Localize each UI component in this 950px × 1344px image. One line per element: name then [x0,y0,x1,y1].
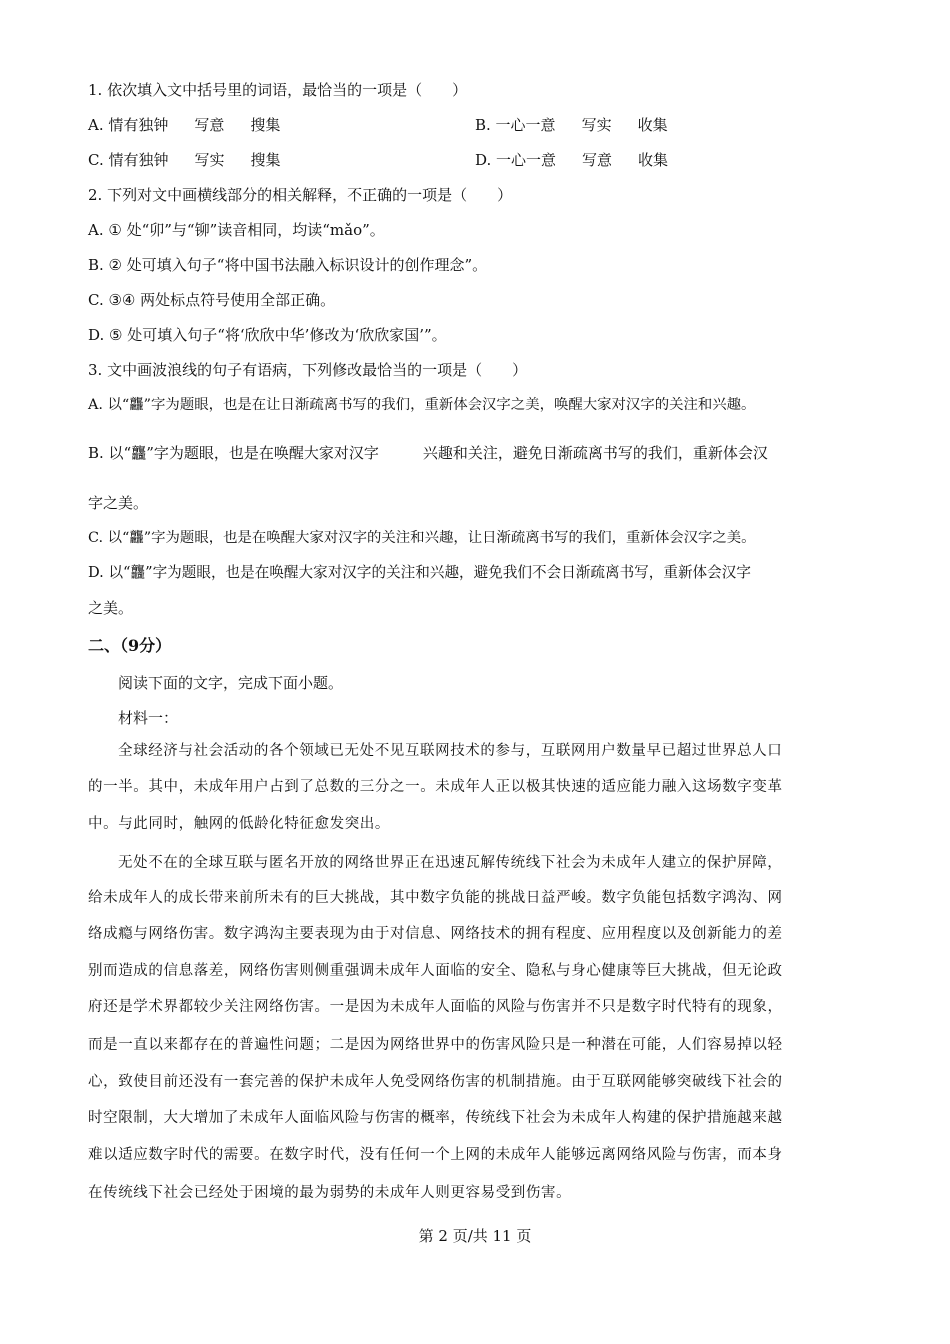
material-label: 材料一： [118,709,179,727]
q1-a-word3: 搜集 [250,116,281,134]
q3-stem: 3. 文中画波浪线的句子有语病，下列修改最恰当的一项是（ ） [88,361,528,379]
p2-line-1: 无处不在的全球互联与匿名开放的网络世界正在迅速瓦解传统线下社会为未成年人建立的保护屏障， [118,855,783,871]
p2-line-3: 络成瘾与网络伤害。数字鸿沟主要表现为由于对信息、网络技术的拥有程度、应用程度以及创新能力的差 [88,926,783,942]
q1-option-c [88,150,281,170]
q3-option-d-line1: D. 以“龘”字为题眼，也是在唤醒大家对汉字的关注和兴趣，避免我们不会日渐疏离书写，重新体会汉字 [88,564,751,581]
p1-line-2: 的一半。其中，未成年用户占到了总数的三分之一。未成年人正以极其快速的适应能力融入这场数字变革 [88,779,783,795]
q1-d-word1: D. 一心一意 [475,151,557,169]
q1-d-word2: 写意 [582,151,613,169]
q1-c-word1: C. 情有独钟 [88,151,169,169]
q1-b-word2: 写实 [581,116,612,134]
reading-intro: 阅读下面的文字，完成下面小题。 [118,674,344,692]
q3-option-b-line1 [88,443,768,463]
q1-b-word3: 收集 [637,116,668,134]
q2-option-a: A. ① 处“卯”与“铆”读音相同，均读“mǎo”。 [88,221,385,239]
page-number: 第 2 页/共 11 页 [418,1227,532,1245]
p2-line-8: 时空限制，大大增加了未成年人面临风险与伤害的概率，传统线下社会为未成年人构建的保护措施越来越 [88,1110,783,1126]
p1-line-3: 中。与此同时，触网的低龄化特征愈发突出。 [88,816,390,832]
section-heading: 二、（9分） [88,636,172,655]
p2-line-9: 难以适应数字时代的需要。在数字时代，没有任何一个上网的未成年人能够远离网络风险与伤害，而本身 [88,1147,783,1163]
p2-line-4: 别而造成的信息落差，网络伤害则侧重强调未成年人面临的安全、隐私与身心健康等巨大挑战，但无论政 [88,963,783,979]
q2-option-d: D. ⑤ 处可填入句子“将‘欣欣中华’修改为‘欣欣家国’”。 [88,326,447,344]
q1-c-word2: 写实 [194,151,225,169]
q3-option-c: C. 以“龘”字为题眼，也是在唤醒大家对汉字的关注和兴趣，让日渐疏离书写的我们，重新体会汉字之美。 [88,530,756,546]
q1-a-word2: 写意 [194,116,225,134]
q1-option-b [475,115,668,135]
p2-line-5: 府还是学术界都较少关注网络伤害。一是因为未成年人面临的风险与伤害并不只是数字时代特有的现象， [88,999,783,1015]
q3-b-part2: 兴趣和关注，避免日渐疏离书写的我们，重新体会汉 [422,444,768,462]
p2-line-7: 心，致使目前还没有一套完善的保护未成年人免受网络伤害的机制措施。由于互联网能够突破线下社会的 [88,1074,783,1090]
q2-option-b: B. ② 处可填入句子“将中国书法融入标识设计的创作理念”。 [88,256,488,274]
q1-b-word1: B. 一心一意 [475,116,556,134]
p2-line-6: 而是一直以来都存在的普遍性问题；二是因为网络世界中的伤害风险只是一种潜在可能，人们容易掉以轻 [88,1037,783,1053]
q3-option-b-line2: 字之美。 [88,494,149,512]
q1-d-word3: 收集 [638,151,669,169]
p2-line-10: 在传统线下社会已经处于困境的最为弱势的未成年人则更容易受到伤害。 [88,1185,572,1201]
q3-option-d-line2: 之美。 [88,599,134,617]
q1-a-word1: A. 情有独钟 [88,116,169,134]
q1-option-d [475,150,668,170]
q2-option-c: C. ③④ 两处标点符号使用全部正确。 [88,291,336,309]
p1-line-1: 全球经济与社会活动的各个领域已无处不见互联网技术的参与，互联网用户数量早已超过世界总人口 [118,743,783,759]
q2-stem: 2. 下列对文中画横线部分的相关解释，不正确的一项是（ ） [88,186,513,204]
q1-stem: 1. 依次填入文中括号里的词语，最恰当的一项是（ ） [88,81,468,99]
q1-c-word3: 搜集 [250,151,281,169]
q3-b-part1: B. 以“龘”字为题眼，也是在唤醒大家对汉字 [88,444,379,462]
q1-option-a [88,115,280,135]
p2-line-2: 给未成年人的成长带来前所未有的巨大挑战，其中数字负能的挑战日益严峻。数字负能包括数字鸿沟、网 [88,890,783,906]
q3-option-a: A. 以“龘”字为题眼，也是在让日渐疏离书写的我们，重新体会汉字之美，唤醒大家对汉字的关注和兴趣。 [88,397,756,413]
